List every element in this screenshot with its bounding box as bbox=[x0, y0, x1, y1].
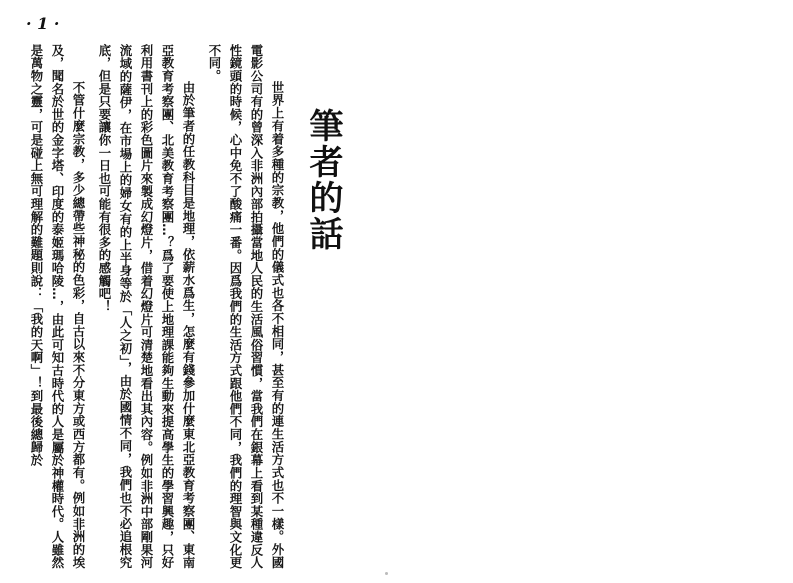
page-title: 筆者的話 bbox=[303, 108, 343, 252]
paragraph: 由於筆者的任教科目是地理，依薪水爲生，怎麼有錢參加什麼東北亞教育考察團、東南亞教育考察團、北美教育考察團…？爲了要使上地理課能夠生動來提高學生的學習興趣，只好利用書刊上的彩色圖片來製成幻燈片，借着幻燈片可清楚地看出其內容。例如非洲中部剛果河流域的薩伊，在市場上的婦女有的上半身等於「人之初」，由於國情不同，我們也不必追根究底，但是只要讓你一日也可能有很多的感觸吧！ bbox=[97, 44, 196, 569]
paragraph: 不管什麼宗教，多少總帶些神秘的色彩，自古以來不分東方或西方都有。例如非洲的埃及，聞名於世的金字塔、印度的泰姬瑪哈陵…，由此可知古時代的人是屬於神權時代。人雖然是萬物之靈，可是碰上無可理解的難題則說：「我的天啊」！到最後總歸於 bbox=[29, 44, 86, 569]
body-text bbox=[26, 44, 288, 569]
paragraph: 世界上有着多種的宗教，他們的儀式也各不相同，甚至有的連生活方式也不一樣。外國電影公司有的曾深入非洲內部拍攝當地人民的生活風俗習慣，當我們在銀幕上看到某種違反人性鏡頭的時候，心中免不了酸痛一番。因爲我們的生活方式跟他們不同，我們的理智與文化更不同。 bbox=[207, 44, 285, 569]
page-number: · 1 · bbox=[26, 14, 60, 33]
scan-speck bbox=[385, 572, 388, 575]
